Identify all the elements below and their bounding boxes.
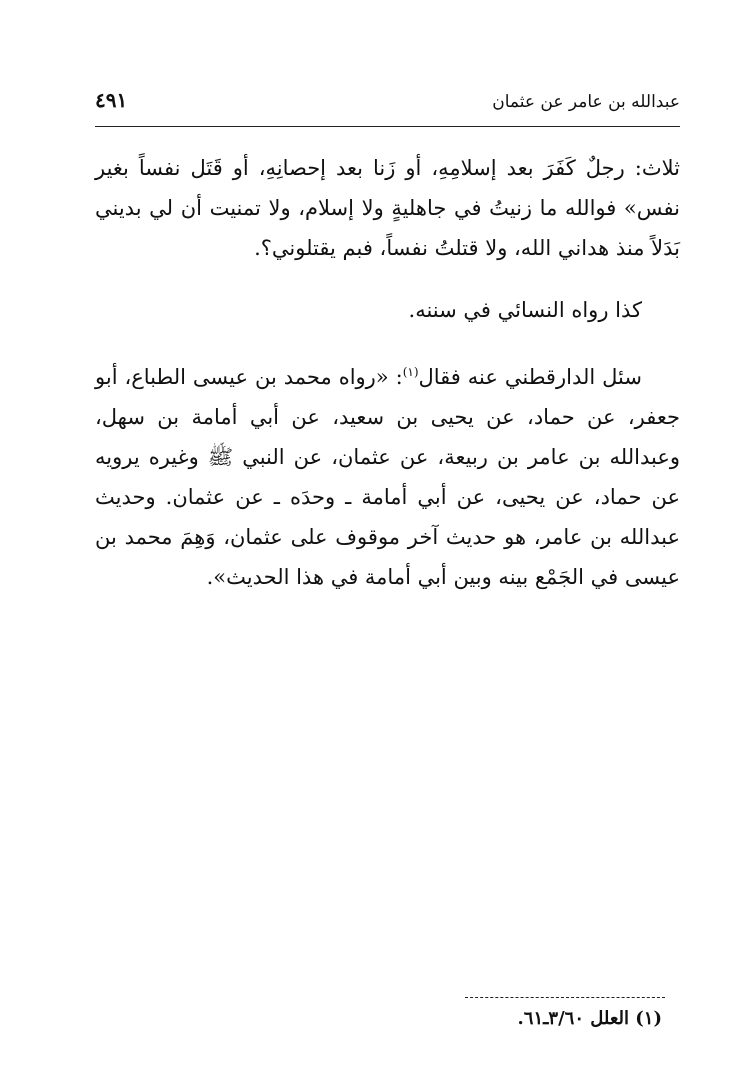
running-title: عبدالله بن عامر عن عثمان [492,92,680,112]
paragraph-nasai-note: كذا رواه النسائي في سننه. [408,298,642,322]
footnote-1: (١) العلل ٣/٦٠ـ٦١. [517,1008,662,1029]
page-header [95,88,680,120]
paragraph-daraqutni-quote [95,352,680,597]
daraqutni-intro: سئل الدارقطني عنه فقال [418,365,642,389]
daraqutni-quote-text: : «رواه محمد بن عيسى الطباع، أبو جعفر، عن حماد، عن يحيى بن سعيد، عن أبي أمامة بن سهل، وعبدالله بن عامر بن ربيعة، عن عثمان، عن النبي ﷺ وغيره يرويه عن حماد، عن يحيى، عن أبي أمامة ـ وحدَه ـ عن عثمان. وحديث عبدالله بن عامر، هو حديث آخر موقوف على عثمان، وَهِمَ محمد بن عيسى في الجَمْع بينه وبين أبي أمامة في هذا الحديث». [95,365,680,589]
header-rule [95,126,680,127]
footnote-separator [465,997,665,998]
paragraph-hadith-ending: ثلاث: رجلٌ كَفَرَ بعد إسلامِهِ، أو زَنا بعد إحصانِهِ، أو قَتَل نفساً بغير نفس» فوالله ما زنيتُ في جاهليةٍ ولا إسلام، ولا تمنيت أن لي بديني بَدَلاً منذ هداني الله، ولا قتلتُ نفساً، فبم يقتلوني؟. [95,156,680,260]
page-number: ٤٩١ [95,88,128,112]
main-text [95,148,680,597]
footnote-reference-mark[interactable]: (١) [402,365,419,379]
